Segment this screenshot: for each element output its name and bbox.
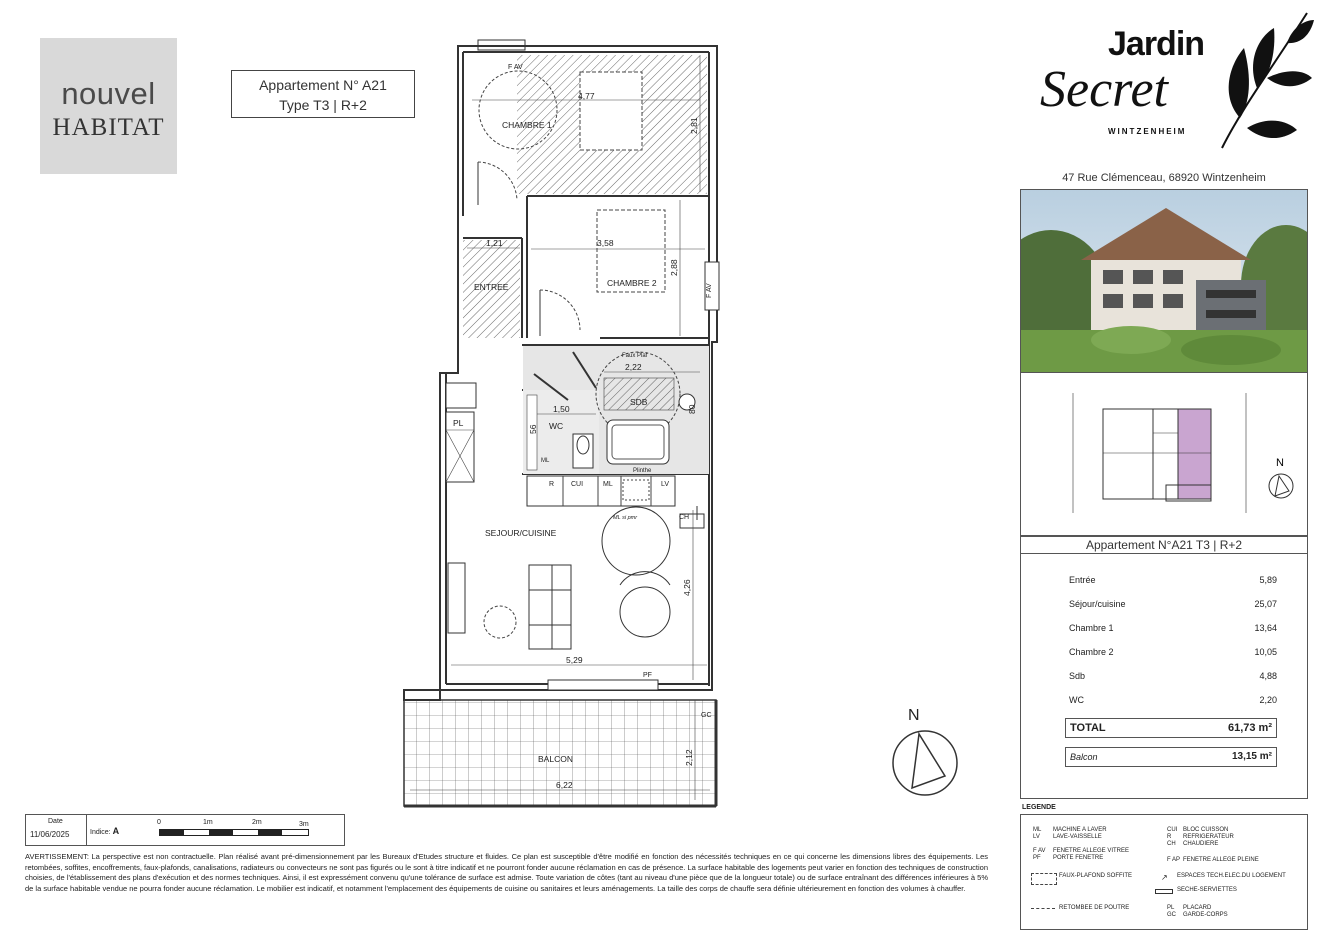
mark-r: R bbox=[549, 481, 555, 488]
north-label: N bbox=[908, 707, 920, 724]
address: 47 Rue Clémenceau, 68920 Wintzenheim bbox=[1062, 172, 1266, 184]
date-cell bbox=[26, 815, 87, 845]
bathtub bbox=[607, 420, 669, 464]
legend-item-ml: ML MACHINE A LAVER bbox=[1033, 827, 1107, 833]
room-area: 10,05 bbox=[1254, 647, 1277, 657]
room-name: Entrée bbox=[1069, 575, 1096, 585]
porte-fenetre bbox=[548, 680, 658, 690]
sofa bbox=[529, 565, 571, 649]
room-row-entree bbox=[1069, 575, 1277, 593]
room-row-chambre1 bbox=[1069, 623, 1277, 641]
dim-sdb-width: 2,22 bbox=[625, 362, 642, 372]
dim-sejour-depth: 4,26 bbox=[682, 579, 692, 596]
date-label: Date bbox=[48, 818, 63, 825]
dim-entree-width: 1,21 bbox=[486, 238, 503, 248]
mark-ml: ML bbox=[603, 481, 613, 488]
dim-wc-width: 1,50 bbox=[553, 404, 570, 414]
scale-tick-2: 2m bbox=[252, 819, 262, 826]
mark-ml-wc: ML bbox=[541, 458, 550, 464]
mark-lv: LV bbox=[661, 481, 670, 488]
apartment-type: Type T3 | R+2 bbox=[279, 97, 367, 113]
arrow-icon: ↗ bbox=[1161, 873, 1168, 882]
legend-item-faux-plafond: FAUX-PLAFOND SOFFITE bbox=[1059, 873, 1133, 879]
total-row bbox=[1065, 718, 1277, 738]
legend-item-gc: GC GARDE-CORPS bbox=[1167, 912, 1228, 918]
tv-unit bbox=[448, 563, 465, 633]
indice-value: A bbox=[112, 826, 120, 836]
mark-gc: GC bbox=[701, 712, 712, 719]
mark-ch: CH bbox=[679, 514, 690, 521]
room-name: Chambre 2 bbox=[1069, 647, 1114, 657]
bed-chambre1 bbox=[580, 72, 642, 150]
logo-line-2: HABITAT bbox=[52, 114, 165, 141]
brand-jardin: Jardin bbox=[1108, 25, 1205, 63]
legend-item-seche-serviettes: SECHE-SERVIETTES bbox=[1177, 887, 1237, 893]
scale-tick-0: 0 bbox=[157, 819, 161, 826]
room-area: 25,07 bbox=[1254, 599, 1277, 609]
date-value: 11/06/2025 bbox=[30, 830, 70, 839]
brand-secret: Secret bbox=[1040, 61, 1168, 118]
legend-box bbox=[1020, 814, 1308, 930]
legend bbox=[1020, 804, 1308, 932]
label-sdb: SDB bbox=[630, 397, 648, 407]
room-area: 2,20 bbox=[1259, 695, 1277, 705]
legend-item-fav: F AV FENETRE ALLEGE VITREE bbox=[1033, 848, 1130, 854]
indice-cell bbox=[90, 826, 119, 836]
legend-item-lv: LV LAVE-VAISSELLE bbox=[1033, 834, 1102, 840]
legend-title: LEGENDE bbox=[1022, 804, 1056, 811]
mark-fav-chambre2: F AV bbox=[706, 283, 713, 298]
label-chambre1: CHAMBRE 1 bbox=[502, 120, 552, 130]
legend-item-cui: CUI BLOC CUISSON bbox=[1167, 827, 1229, 833]
label-balcon: BALCON bbox=[538, 754, 573, 764]
scale-tick-1: 1m bbox=[203, 819, 213, 826]
mark-plinthe: Plinthe bbox=[633, 468, 652, 474]
legend-item-r: R REFRIGERATEUR bbox=[1167, 834, 1234, 840]
scale-bar bbox=[159, 829, 309, 836]
dim-chambre1-width: 4,77 bbox=[578, 91, 595, 101]
legend-item-pf: PF PORTE FENETRE bbox=[1033, 855, 1104, 861]
apartment-number: Appartement N° A21 bbox=[259, 77, 387, 93]
room-name: Séjour/cuisine bbox=[1069, 599, 1126, 609]
key-plan bbox=[1020, 373, 1308, 536]
room-area: 4,88 bbox=[1259, 671, 1277, 681]
surface-summary-panel bbox=[1020, 536, 1308, 799]
label-pl: PL bbox=[453, 418, 464, 428]
room-area: 13,64 bbox=[1254, 623, 1277, 633]
label-chambre2: CHAMBRE 2 bbox=[607, 278, 657, 288]
building-render-drawing bbox=[1021, 190, 1308, 373]
mark-pf: PF bbox=[643, 672, 652, 679]
legend-item-espaces-tech: ESPACES TECH.ELEC.DU LOGEMENT bbox=[1177, 873, 1286, 879]
balcon-value: 13,15 m² bbox=[1231, 751, 1272, 762]
room-name: Chambre 1 bbox=[1069, 623, 1114, 633]
floor-plan bbox=[380, 30, 750, 820]
legend-item-fap: F AP FENETRE ALLEGE PLEINE bbox=[1167, 857, 1259, 863]
room-name: WC bbox=[1069, 695, 1084, 705]
retombee-swatch bbox=[1031, 908, 1055, 909]
room-row-sdb bbox=[1069, 671, 1277, 689]
dim-balcon-depth: 2,12 bbox=[684, 749, 694, 766]
mark-faux-plafond: Faux Plaf bbox=[622, 353, 648, 359]
key-plan-drawing bbox=[1021, 373, 1307, 535]
soffite-swatch bbox=[1031, 873, 1057, 885]
room-row-sejour bbox=[1069, 599, 1277, 617]
legend-item-retombee: RETOMBEE DE POUTRE bbox=[1059, 905, 1130, 911]
dim-sdb-small: 80 bbox=[687, 404, 697, 414]
balcon-label: Balcon bbox=[1070, 752, 1098, 762]
mark-cui: CUI bbox=[571, 481, 584, 488]
legend-item-pl: PL PLACARD bbox=[1167, 905, 1212, 911]
scale-tick-3: 3m bbox=[299, 821, 309, 828]
dim-chambre1-depth: 2,81 bbox=[689, 117, 699, 134]
room-row-wc bbox=[1069, 695, 1277, 713]
dim-chambre2-width: 3,58 bbox=[597, 238, 614, 248]
nouvel-habitat-logo bbox=[40, 38, 177, 174]
label-entree: ENTREE bbox=[474, 282, 509, 292]
balcon-row bbox=[1065, 747, 1277, 767]
dim-chambre2-depth: 2,88 bbox=[669, 259, 679, 276]
mark-ml-pmr: ML si pmr bbox=[613, 515, 638, 521]
disclaimer-text: AVERTISSEMENT: La perspective est non contractuelle. Plan réalisé avant pré-dimensionnement par les Bureaux d'Etudes structure et fluides. Ce plan est susceptible d'être modifié en fonction des nécessités techniques en ce qui concerne les dimensions libres des équipements. Les retombées, soffites, encoffrements, faux-plafonds, canalisations, radiateurs ou convecteurs ne sont pas figurés ou le sont à titre indicatif et ne pourront fonder aucune réclamation en cas de présence. La surface habitable des logements peut varier en fonction des techniques de construction choisies, de l'établissement des plans d'exécution et des normes techniques. Ainsi, il est expressément convenu qu'une tolérance de surface est admise. Toute variation de côtes (tant au niveau d'une pièce que de la longueur totale) ou de surface entraînant des différences inférieures à 5% de la surface habitable vendue ne pourra fonder aucune réclamation. Le mobilier est indicatif, et notamment l'emplacement des équipements de cuisine ou sanitaires et leurs aménagements. La taille des corps de chauffe sera définie ultérieurement en fonction des volumes à chauffer. bbox=[25, 852, 988, 893]
logo-line-1: nouvel bbox=[61, 76, 156, 111]
seche-serviettes-swatch bbox=[1155, 889, 1173, 894]
room-name: Sdb bbox=[1069, 671, 1086, 681]
dim-sejour-width: 5,29 bbox=[566, 655, 583, 665]
date-scale-box bbox=[25, 814, 345, 846]
label-wc: WC bbox=[549, 421, 564, 431]
dim-wc-small: 56 bbox=[528, 424, 538, 434]
room-row-chambre2 bbox=[1069, 647, 1277, 665]
indice-label: Indice: bbox=[90, 829, 111, 836]
legend-item-ch: CH CHAUDIERE bbox=[1167, 841, 1219, 847]
building-render-image bbox=[1020, 189, 1308, 373]
brand-wintzenheim: WINTZENHEIM bbox=[1108, 127, 1187, 136]
label-sejour: SEJOUR/CUISINE bbox=[485, 528, 557, 538]
dim-balcon-width: 6,22 bbox=[556, 780, 573, 790]
summary-title: Appartement N°A21 T3 | R+2 bbox=[1021, 537, 1307, 554]
key-plan-north-label: N bbox=[1276, 457, 1284, 469]
mark-fav-chambre1: F AV bbox=[508, 64, 523, 71]
leaf-branch-icon bbox=[1212, 8, 1316, 156]
total-value: 61,73 m² bbox=[1227, 722, 1272, 734]
room-area: 5,89 bbox=[1259, 575, 1277, 585]
total-label: TOTAL bbox=[1070, 722, 1106, 734]
north-arrow-icon bbox=[890, 728, 960, 798]
